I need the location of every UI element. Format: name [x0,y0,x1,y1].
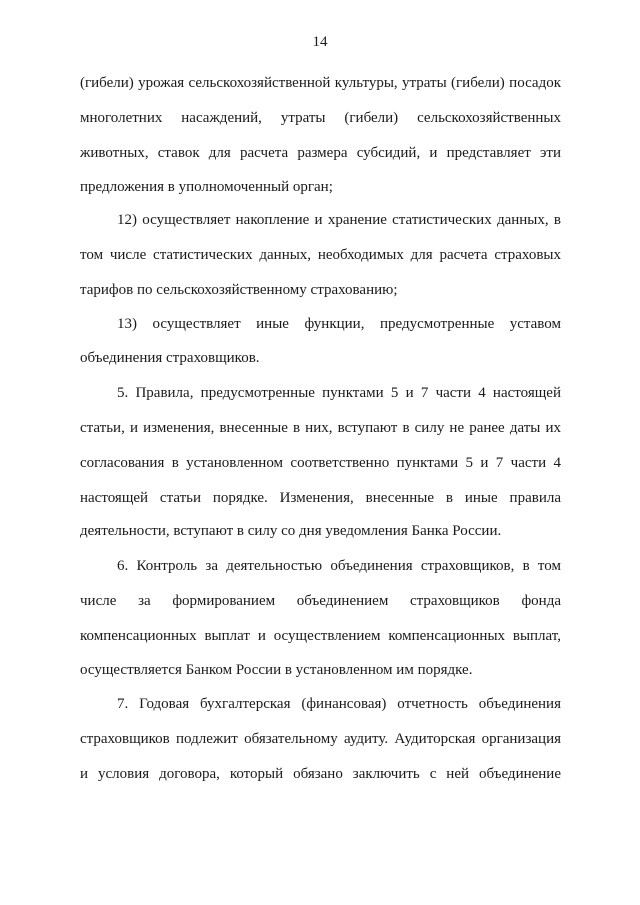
text-line: 7. Годовая бухгалтерская (финансовая) отчетность объединения [117,696,561,712]
text-line: 13) осуществляет иные функции, предусмотренные уставом [117,316,561,332]
page-number: 14 [312,34,328,50]
text-line: компенсационных выплат и осуществлением компенсационных выплат, [80,628,561,644]
text-line: 5. Правила, предусмотренные пунктами 5 и 7 части 4 настоящей [117,385,561,401]
text-line: 6. Контроль за деятельностью объединения страховщиков, в том [117,558,561,574]
text-line: настоящей статьи порядке. Изменения, внесенные в иные правила [80,490,561,506]
text-line: и условия договора, который обязано заключить с ней объединение [80,766,561,782]
text-line: статьи, и изменения, внесенные в них, вступают в силу не ранее даты их [80,420,561,436]
text-line: объединения страховщиков. [80,350,260,366]
text-line: числе за формированием объединением страховщиков фонда [80,593,561,609]
text-line: деятельности, вступают в силу со дня уведомления Банка России. [80,523,502,539]
text-line: 12) осуществляет накопление и хранение статистических данных, в [117,212,561,228]
text-line: многолетних насаждений, утраты (гибели) сельскохозяйственных [80,110,561,126]
text-line: страховщиков подлежит обязательному аудиту. Аудиторская организация [80,731,561,747]
text-line: том числе статистических данных, необходимых для расчета страховых [80,247,561,263]
text-line: тарифов по сельскохозяйственному страхованию; [80,282,398,298]
text-line: согласования в установленном соответственно пунктами 5 и 7 части 4 [80,455,561,471]
text-line: (гибели) урожая сельскохозяйственной культуры, утраты (гибели) посадок [80,75,561,91]
text-line: осуществляется Банком России в установленном им порядке. [80,662,473,678]
text-line: животных, ставок для расчета размера субсидий, и представляет эти [80,145,561,161]
text-line: предложения в уполномоченный орган; [80,179,333,195]
